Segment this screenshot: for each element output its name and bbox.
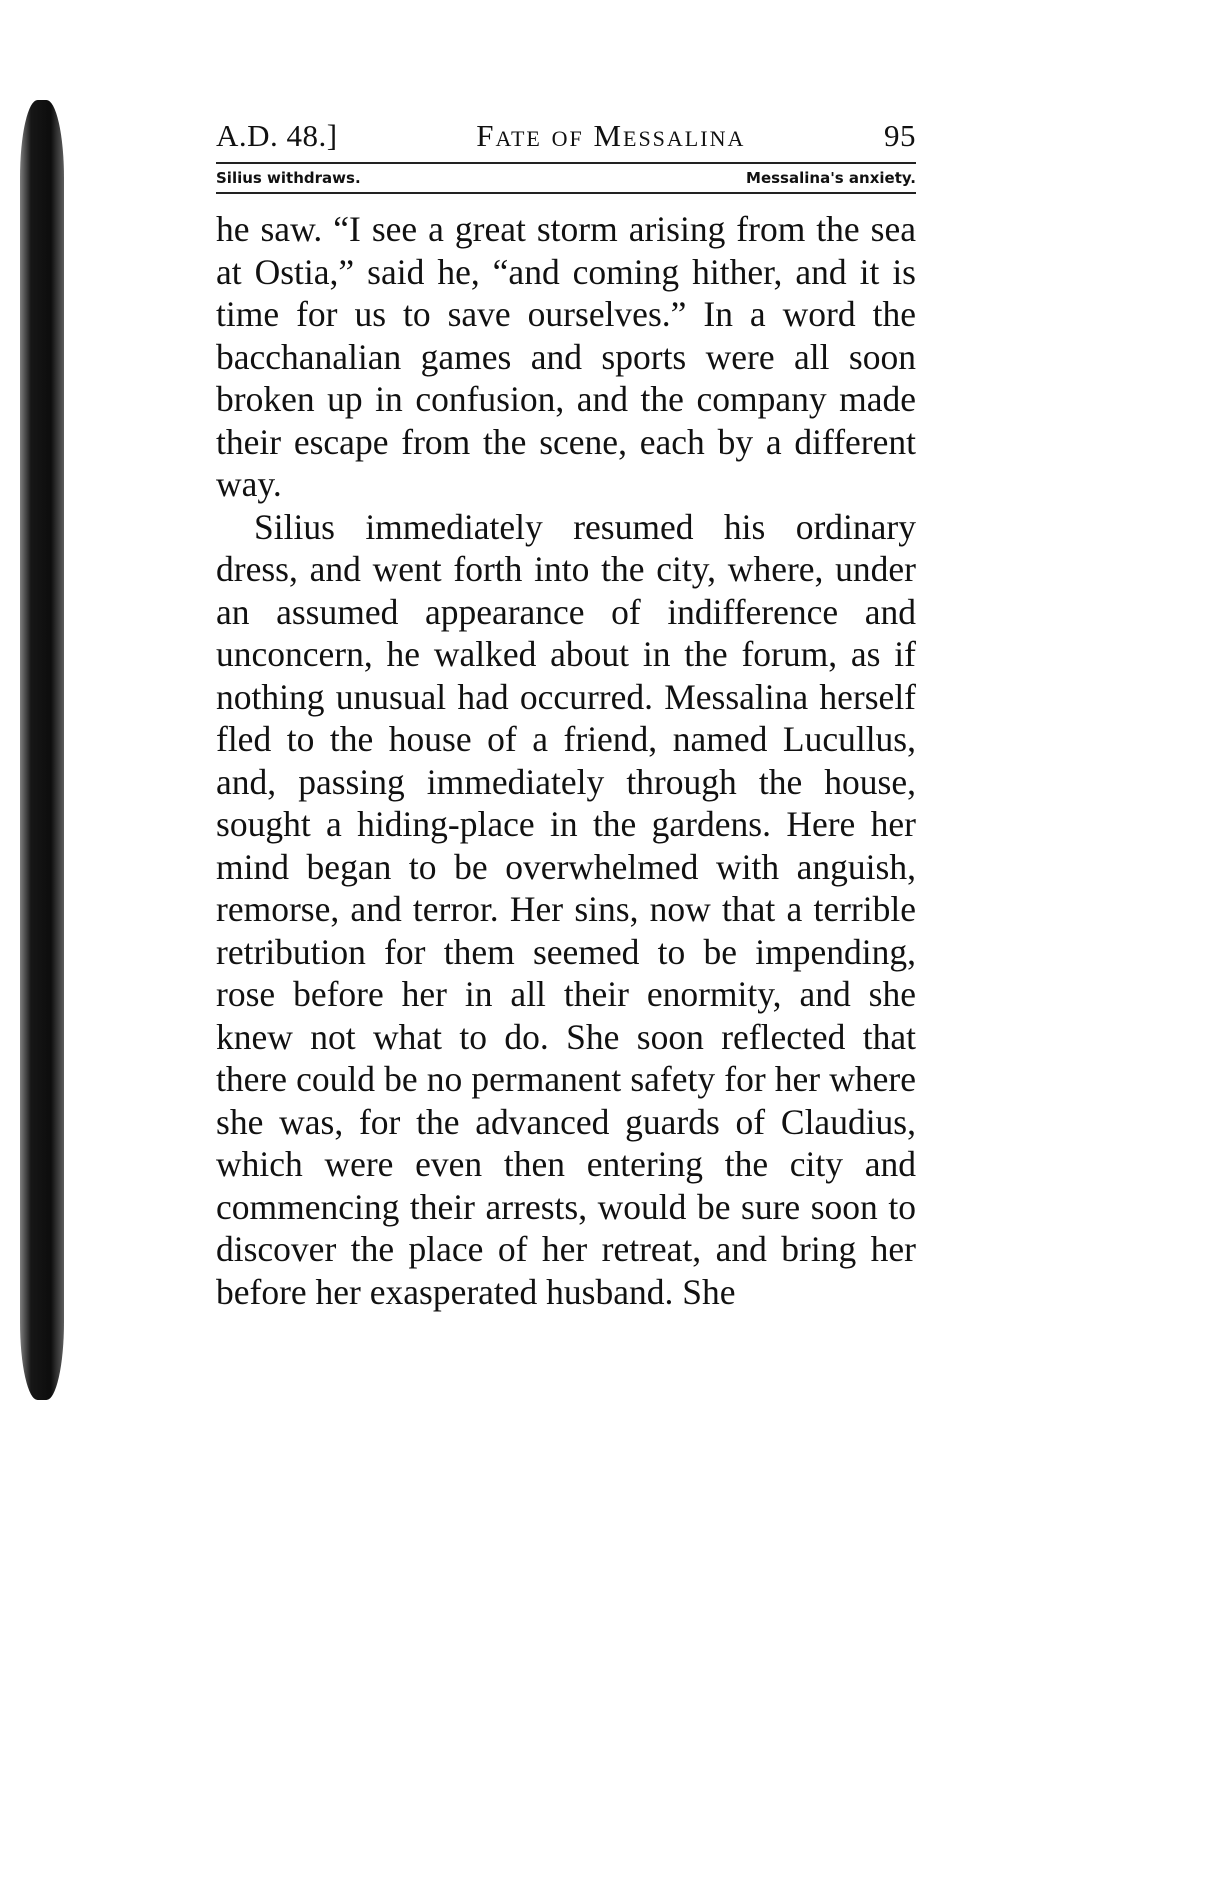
running-head-date: A.D. 48.] [216, 118, 338, 153]
paragraph: he saw. “I see a great storm arising from the sea at Ostia,” said he, “and coming hither, and it is time for us to save ourselves.” In a word the bacchanalian games and sports were all soon broken up in confusion, and the company made their escape from the scene, each by a different way. [216, 209, 916, 504]
sub-head-right: Messalina's anxiety. [746, 169, 916, 187]
book-page [216, 116, 916, 1313]
sub-head-left: Silius withdraws. [216, 169, 361, 187]
page-number: 95 [883, 118, 916, 153]
running-head [216, 116, 916, 156]
body-text [216, 208, 916, 1313]
paragraph: Silius immediately resumed his ordinary dress, and went forth into the city, where, under an assumed appearance of indifference and unconcern, he walked about in the forum, as if nothing unusual had occurred. Messalina herself fled to the house of a friend, named Lucullus, and, passing immediately through the house, sought a hiding-place in the gardens. Here her mind began to be overwhelmed with anguish, remorse, and terror. Her sins, now that a terrible retribution for them seemed to be impending, rose before her in all their enormity, and she knew not what to do. She soon reflected that there could be no permanent safety for her where she was, for the advanced guards of Claudius, which were even then entering the city and commencing their arrests, would be sure soon to discover the place of her retreat, and bring her before her exasperated husband. She [216, 506, 916, 1312]
sub-head-rule [216, 192, 916, 194]
running-head-title: Fate of Messalina [476, 118, 746, 153]
sub-head [216, 164, 916, 192]
binding-shadow [20, 100, 64, 1400]
